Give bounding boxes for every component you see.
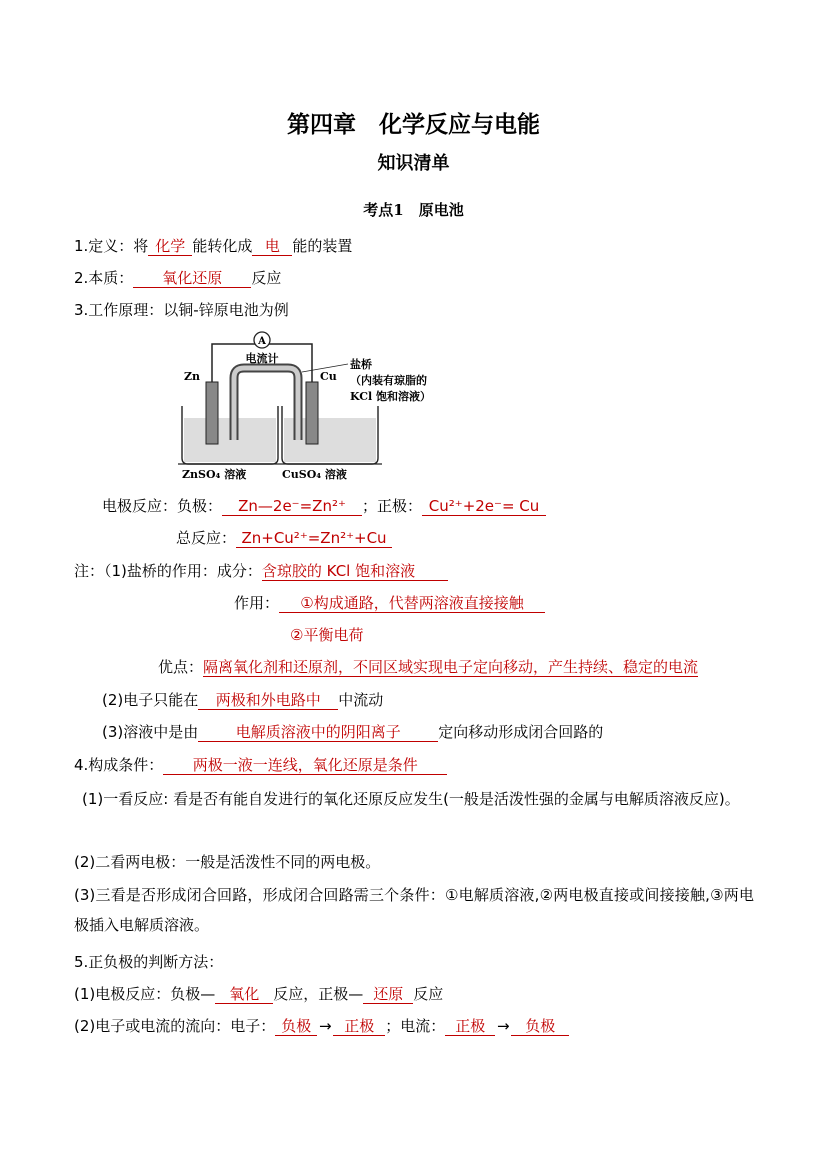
note-solution-line: (3)溶液中是由 电解质溶液中的阴阳离子 定向移动形成闭合回路的 xyxy=(102,723,604,741)
total-reaction-line: 总反应： Zn+Cu²⁺=Zn²⁺+Cu xyxy=(176,528,392,548)
answer-blank: Cu²⁺+2e⁻= Cu xyxy=(422,497,546,516)
answer-blank: 氧化还原 xyxy=(133,269,251,288)
svg-text:CuSO₄ 溶液: CuSO₄ 溶液 xyxy=(282,468,347,480)
note-advantage-line: 优点：隔离氧化剂和还原剂，不同区域实现电子定向移动，产生持续、稳定的电流 xyxy=(158,658,699,676)
answer-blank: 还原 xyxy=(363,985,413,1004)
essence-line: 2.本质： 氧化还原 反应 xyxy=(74,269,282,287)
svg-text:盐桥: 盐桥 xyxy=(350,358,372,371)
arrow-icon: → xyxy=(318,1017,332,1035)
note-function-line-2: ②平衡电荷 xyxy=(290,626,364,644)
answer-blank: 电解质溶液中的阴阳离子 xyxy=(198,723,438,742)
svg-text:ZnSO₄ 溶液: ZnSO₄ 溶液 xyxy=(182,468,247,480)
zn-electrode xyxy=(206,382,218,444)
answer-blank: 负极 xyxy=(511,1017,569,1036)
svg-text:Cu: Cu xyxy=(320,370,337,383)
condition-1: (1)一看反应: 看是否有能自发进行的氧化还原反应发生(一般是活泼性强的金属与电解质溶液反应)。 xyxy=(82,790,740,808)
note-function-line: 作用： ①构成通路，代替两溶液直接接触 xyxy=(234,593,545,613)
svg-text:A: A xyxy=(258,336,266,347)
condition-3: (3)三看是否形成闭合回路，形成闭合回路需三个条件：①电解质溶液,②两电极直接或间接接触,③两电极插入电解质溶液。 xyxy=(74,886,754,934)
galvanic-cell-diagram xyxy=(178,328,478,480)
answer-blank: 氧化 xyxy=(215,985,273,1004)
answer-blank: 含琼胶的 KCl 饱和溶液 xyxy=(262,562,448,581)
svg-text:电流计: 电流计 xyxy=(245,352,279,365)
topic-title: 考点1 原电池 xyxy=(363,201,464,219)
judge-title: 5.正负极的判断方法： xyxy=(74,953,224,971)
chapter-title: 第四章 化学反应与电能 xyxy=(287,111,540,138)
condition-2: (2)二看两电极：一般是活泼性不同的两电极。 xyxy=(74,853,381,871)
judge-rule-2: (2)电子或电流的流向：电子： 负极 → 正极 ；电流： 正极 → 负极 xyxy=(74,1016,569,1036)
answer-blank: Zn—2e⁻=Zn²⁺ xyxy=(222,497,362,516)
section-title: 知识清单 xyxy=(377,153,450,174)
answer-blank: ①构成通路，代替两溶液直接接触 xyxy=(279,594,545,613)
answer-blank: 隔离氧化剂和还原剂，不同区域实现电子定向移动，产生持续、稳定的电流 xyxy=(203,658,699,676)
answer-blank: 正极 xyxy=(333,1017,385,1036)
principle-line: 3.工作原理：以铜-锌原电池为例 xyxy=(74,301,289,319)
answer-blank: Zn+Cu²⁺=Zn²⁺+Cu xyxy=(236,529,392,548)
answer-blank: 负极 xyxy=(275,1017,317,1036)
note-electron-line: (2)电子只能在 两极和外电路中 中流动 xyxy=(102,691,384,709)
svg-text:Zn: Zn xyxy=(184,370,201,383)
answer-blank: 两极一液一连线，氧化还原是条件 xyxy=(163,756,447,775)
electrode-reaction-line: 电极反应：负极： Zn—2e⁻=Zn²⁺ ；正极： Cu²⁺+2e⁻= Cu xyxy=(102,496,546,516)
svg-text:KCl 饱和溶液）: KCl 饱和溶液） xyxy=(350,390,432,403)
answer-blank: 正极 xyxy=(445,1017,495,1036)
note-composition-line: 注：（1)盐桥的作用：成分：含琼胶的 KCl 饱和溶液 xyxy=(74,561,448,581)
cu-electrode xyxy=(306,382,318,444)
judge-rule-1: (1)电极反应：负极— 氧化 反应，正极— 还原 反应 xyxy=(74,985,444,1003)
answer-blank: 化学 xyxy=(148,237,192,256)
conditions-line: 4.构成条件： 两极一液一连线，氧化还原是条件 xyxy=(74,755,447,775)
arrow-icon: → xyxy=(496,1017,510,1035)
svg-text:（内装有琼脂的: （内装有琼脂的 xyxy=(350,374,427,387)
answer-blank: 两极和外电路中 xyxy=(198,691,338,710)
answer-blank: 电 xyxy=(252,237,292,256)
definition-line: 1.定义：将 化学 能转化成 电 能的装置 xyxy=(74,237,353,255)
